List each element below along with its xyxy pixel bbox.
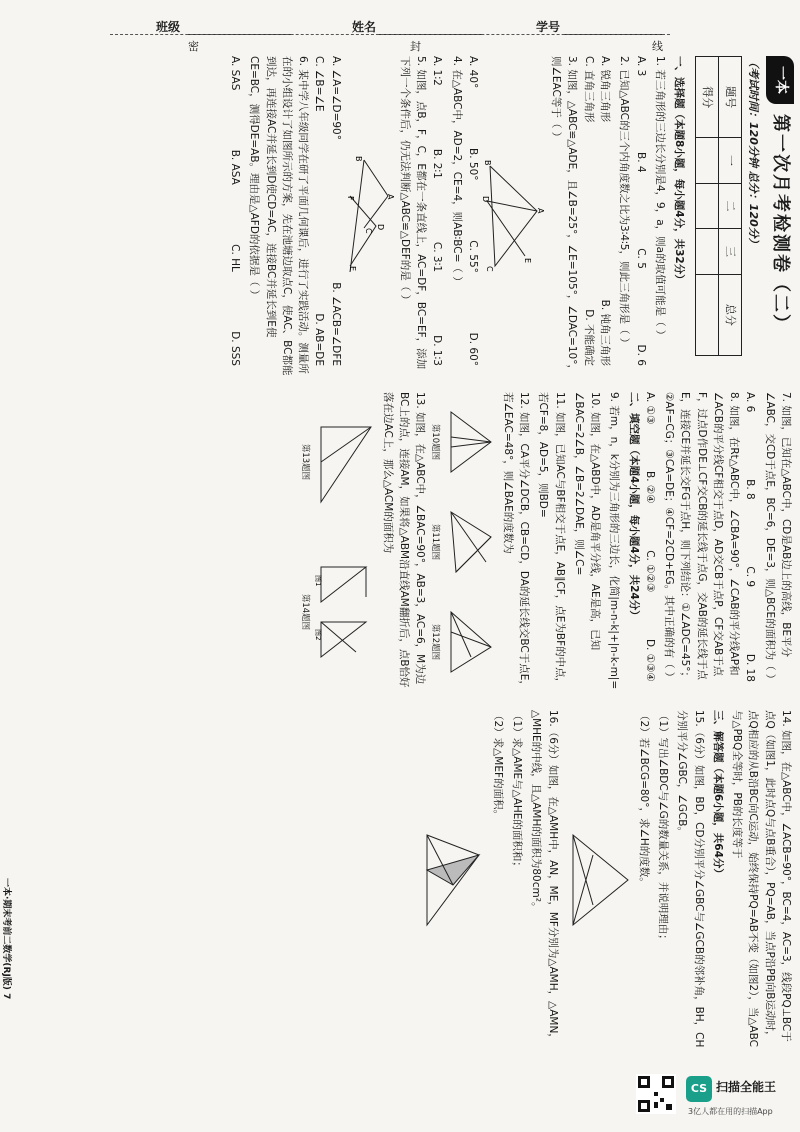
question-15: 15.（6分）如图，BD，CD分别平分∠GBC与∠GCB的邻补角，BH，CH分别平分∠GBC，∠GCB。 <box>676 710 705 1048</box>
column-2 <box>298 392 794 692</box>
column-3 <box>415 710 794 1050</box>
option: B. ②④ <box>643 471 656 504</box>
seal-line <box>110 34 670 35</box>
question-5-options <box>327 56 343 376</box>
fig3-label: D <box>480 196 490 203</box>
question-12: 12. 如图，CA平分∠DCB，CB=CD，DA的延长线交BC于点E，若∠EAC=48°，则∠BAE的度数为 <box>501 392 531 691</box>
option: D. SSS <box>229 331 242 366</box>
section-2-heading: 二、填空题（本题4小题，每小题4分，共24分） <box>627 392 640 621</box>
figure-caption: 第12题图 <box>430 623 441 661</box>
question-9: 9. 若m，n，k分别为三角形的三边长，化简|m-n-k|+|n-k-m|= <box>608 392 621 690</box>
figure-q14 <box>316 557 376 667</box>
question-1: 1. 若三角形的三边长分别是4，9，a，则a的取值可能是（ ） <box>653 56 666 341</box>
question-8-options <box>642 392 658 692</box>
option: A. ①③ <box>643 392 656 425</box>
fig5-label: F <box>345 196 355 201</box>
fig3-label: A <box>535 208 545 214</box>
seal-label-xian: 线 <box>652 40 663 53</box>
question-11: 11. 如图，已知AC与BF相交于点E，AB∥CF，点E为BF的中点，若CF=8，AD=5，则BD= <box>537 392 566 689</box>
option: B. ASA <box>229 149 242 185</box>
score-header-cell: 总分 <box>719 274 742 355</box>
question-16-part2: （2）求△MEF的面积。 <box>491 710 504 820</box>
option: B. 4 <box>634 152 647 173</box>
figure-q13-wrap <box>298 417 376 507</box>
class-label: 班级 <box>156 20 181 34</box>
figure-caption: 第14题图 <box>299 593 310 631</box>
option: B. 2∶1 <box>431 148 444 179</box>
score-table <box>695 56 742 356</box>
option: C. 3∶1 <box>431 241 444 273</box>
option: D. 不能确定 <box>582 309 595 366</box>
brand-badge: 一本 <box>766 56 794 104</box>
figure-q11 <box>446 507 496 577</box>
option: B. 钝角三角形 <box>599 299 611 366</box>
score-header-cell: 一 <box>719 138 742 184</box>
fig5-label: B <box>353 156 363 162</box>
score-cell[interactable] <box>696 138 719 184</box>
option: A. SAS <box>229 56 242 91</box>
score-cell[interactable] <box>696 229 719 275</box>
option: C. ①②③ <box>643 550 656 593</box>
option: B. 50° <box>466 148 479 181</box>
question-2-options-row2 <box>580 56 596 376</box>
figures-q13-14 <box>298 392 376 692</box>
page-footer <box>1 878 14 1000</box>
option: B. ∠ACB=∠DFE <box>329 282 342 366</box>
option: D. 6 <box>634 344 647 366</box>
figure-q14-wrap <box>298 557 376 667</box>
option: D. 18 <box>744 653 757 682</box>
brand-slogan: 3亿人都在用的扫描App <box>688 1107 773 1116</box>
question-2: 2. 已知△ABC的三个内角度数之比为3∶4∶5，则此三角形是（ ） <box>618 56 631 349</box>
question-10: 10. 如图，在△ABD中，AD是角平分线，AE是高，已知∠BAC=2∠B，∠B=2∠DAE，则∠C= <box>572 392 602 651</box>
section-3-heading: 三、解答题（本题6小题，共64分） <box>711 710 724 879</box>
question-16: 16.（6分）如图，在△AMH中，AN，ME，MF分别为△AMH，△AMN，△MHE的中线，且△AMH的面积为80cm²。 <box>530 710 559 1044</box>
option: C. HL <box>229 244 242 272</box>
question-2-options <box>597 56 613 376</box>
fig5-label: E <box>347 266 357 272</box>
exam-title: 第一次月考检测卷（二） <box>770 114 791 334</box>
option: B. 8 <box>744 479 757 500</box>
figure-q3 <box>480 156 545 276</box>
section-1-heading: 一、选择题（本题8小题，每小题4分，共32分） <box>673 56 686 285</box>
page-number: 7 <box>1 993 11 1000</box>
figure-caption: 第13题图 <box>299 443 310 481</box>
score-cell[interactable] <box>696 274 719 355</box>
figure-q12-wrap <box>428 607 496 677</box>
figure-q5 <box>346 156 394 276</box>
question-15-part2: （2）若∠BCG=80°，求∠H的度数。 <box>637 710 650 888</box>
id-label: 学号 <box>536 20 561 34</box>
fig14-sub: 图1 <box>314 575 323 587</box>
exam-subtitle: （考试时间：120分钟 总分：120分） <box>747 56 761 249</box>
question-1-options <box>632 56 648 376</box>
question-7: 7. 如图，已知在△ABC中，CD是AB边上的高线，BE平分∠ABC，交CD于点E，BC=6，DE=3，则△BCE的面积为（ ） <box>763 392 792 685</box>
option: A. 锐角三角形 <box>599 56 611 123</box>
figure-caption: 第10题图 <box>430 423 441 461</box>
scanner-watermark <box>628 1072 788 1124</box>
option: C. 55° <box>466 240 479 273</box>
fig3-label: E <box>522 258 532 264</box>
question-3-options <box>465 56 481 376</box>
option: D. AB=DE <box>313 313 326 366</box>
question-14: 14. 如图，在△ABC中，∠ACB=90°，BC=4，AC=3，线段PQ⊥BC于点Q（如图1，此时点Q与点B重合），PQ=AB，当点P沿PB向B运动时，点Q相应的从B沿BC向C运动，始终保持PQ=AB不变（如图2），当△ABC与△PBQ全等时，PB的长度等于 <box>731 710 792 1047</box>
fig5-label: D <box>375 224 385 231</box>
figure-q11-wrap <box>428 507 496 577</box>
exam-title-block <box>766 56 794 376</box>
figure-q10-wrap <box>428 407 496 477</box>
score-header-cell: 三 <box>719 229 742 275</box>
fig5-label: C <box>363 228 373 234</box>
seal-label-mi: 密 <box>188 40 199 53</box>
option: C. 直角三角形 <box>582 56 595 123</box>
fig3-label: B <box>482 160 492 166</box>
name-label: 姓名 <box>352 20 377 34</box>
question-7-options <box>742 392 758 692</box>
cs-logo-icon: CS <box>686 1076 712 1102</box>
figure-q12 <box>446 607 496 677</box>
fig5-label: A <box>385 194 395 200</box>
qr-code-icon <box>636 1074 676 1114</box>
option: C. 9 <box>744 566 757 588</box>
fig3-label: C <box>484 266 494 272</box>
brand-name: 扫描全能王 <box>716 1080 777 1094</box>
seal-label-feng: 封 <box>410 40 421 53</box>
rotated-exam-content <box>10 56 800 1066</box>
option: A. ∠A=∠D=90° <box>329 56 342 140</box>
score-header-cell: 二 <box>719 183 742 229</box>
score-cell[interactable] <box>696 183 719 229</box>
option: A. 1∶2 <box>431 56 444 86</box>
option: D. 60° <box>466 332 479 366</box>
question-3: 3. 如图，△ABC≌△ADE，且∠B=25°，∠E=105°，∠DAC=10°，则∠EAC等于（ ） <box>550 56 579 375</box>
question-4-options <box>429 56 445 376</box>
score-header-cell: 题号 <box>719 57 742 138</box>
score-row-label: 得分 <box>696 57 719 138</box>
question-15-part1: （1）写出∠BDC与∠G的数量关系，并说明理由； <box>657 710 670 945</box>
figure-caption: 第11题图 <box>430 523 441 561</box>
column-1 <box>227 56 794 376</box>
option: A. 6 <box>744 392 757 413</box>
figure-q15 <box>563 825 633 935</box>
question-5: 5. 如图，点B，F，C，E都在一条直线上，AC=DF，BC=EF，添加下列一个条件后，仍无法判断△ABC≌△DEF的是（ ） <box>398 56 428 370</box>
fig14-sub: 图2 <box>314 629 323 641</box>
question-8: 8. 如图，在Rt△ABC中，∠CBA=90°，∠CAB的平分线AP和∠ACB的平分线CF相交于点D，AD交CB于点P，CF交AB于点F，过点D作DE⊥CF交CB的延长线于点G，交AB的延长线于点E，连接CE并延长交FG于点H，则下列结论：①∠ADC=45°；②AF=CG；③CA=DE；④CF=2CD+EG。其中正确的有（ ） <box>663 392 741 683</box>
option: D. 1∶3 <box>431 335 444 366</box>
question-6-options <box>227 56 243 376</box>
option: A. 3 <box>634 56 647 77</box>
option: C. 5 <box>634 248 647 269</box>
question-13: 13. 如图，在△ABC中，∠BAC=90°，AB=3，AC=6，M为边BC上的点，连接AM，如果将△ABM沿直线AM翻折后，点B恰好落在边AC上，那么△ACM的面积为 <box>381 392 427 688</box>
figures-q10-12 <box>428 392 496 692</box>
question-4: 4. 在△ABC中，AD=2，CE=4，则AB∶BC=（ ） <box>450 56 463 287</box>
option: D. ①③④ <box>643 638 656 682</box>
footer-text: 一本·期末考前二数学(RJ版) <box>1 878 11 990</box>
question-6: 6. 某中学八年级同学在研了平面几何课后，进行了实践活动。测量所在的小组设计了如图所示的方案，先在池塘边取点C，使AC、BC都能到达，再连接AC并延长到D使CD=AC，连接BC并延长到E使CE=BC，测得DE=AB。理由是△AFD的依据是（ ） <box>248 56 310 376</box>
option: C. ∠B=∠E <box>313 56 326 112</box>
figure-q13 <box>316 417 376 507</box>
student-info-header <box>0 10 800 50</box>
option: A. 40° <box>466 56 479 89</box>
figure-q16 <box>417 825 487 935</box>
question-5-options-row2 <box>311 56 327 376</box>
figure-q10 <box>446 407 496 477</box>
question-16-part1: （1）求△AME与△AHE的面积和； <box>511 710 524 872</box>
